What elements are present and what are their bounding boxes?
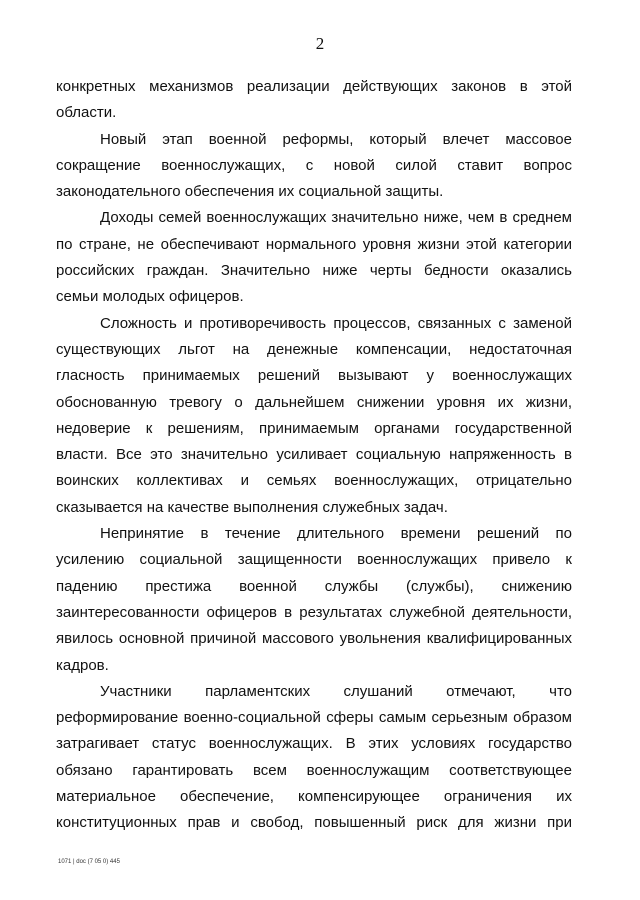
text-line: конституционных прав и свобод, повышенный риск для жизни при (56, 814, 572, 832)
paragraph-4 (56, 311, 572, 521)
text-line: кадров. (56, 656, 109, 674)
paragraph-3 (56, 205, 572, 310)
text-line: существующих льгот на денежные компенсации, недостаточная (56, 340, 572, 358)
text-line: недоверие к решениям, принимаемым органами государственной (56, 419, 572, 437)
text-line: гласность принимаемых решений вызывают у военнослужащих (56, 367, 572, 385)
text-line: заинтересованности офицеров в результатах служебной деятельности, (56, 603, 572, 621)
paragraph-5 (56, 521, 572, 679)
document-footer-code: 1071 | doc (7 05 0) 445 (58, 859, 120, 865)
text-line: материальное обеспечение, компенсирующее ограничения их (56, 788, 572, 806)
text-line: явилось основной причиной массового увольнения квалифицированных (56, 630, 572, 648)
text-line: Новый этап военной реформы, который влечет массовое (100, 130, 572, 148)
text-line: сказывается на качестве выполнения служебных задач. (56, 498, 448, 516)
text-line: реформирование военно-социальной сферы самым серьезным образом (56, 709, 572, 727)
text-line: затрагивает статус военнослужащих. В этих условиях государство (56, 735, 572, 753)
text-line: Доходы семей военнослужащих значительно ниже, чем в среднем (100, 209, 572, 227)
text-line: воинских коллективах и семьях военнослужащих, отрицательно (56, 472, 572, 490)
text-line: усилению социальной защищенности военнослужащих привело к (56, 551, 572, 569)
paragraph-2 (56, 127, 572, 206)
text-line: Непринятие в течение длительного времени решений по (100, 525, 572, 543)
paragraph-1 (56, 74, 572, 127)
text-line: обязано гарантировать всем военнослужащим соответствующее (56, 761, 572, 779)
text-line: Сложность и противоречивость процессов, связанных с заменой (100, 314, 572, 332)
document-body (56, 74, 572, 837)
text-line: по стране, не обеспечивают нормального уровня жизни этой категории (56, 235, 572, 253)
paragraph-6 (56, 679, 572, 837)
text-line: обоснованную тревогу о дальнейшем снижении уровня их жизни, (56, 393, 572, 411)
text-line: власти. Все это значительно усиливает социальную напряженность в (56, 446, 572, 464)
text-line: падению престижа военной службы (службы), снижению (56, 577, 572, 595)
text-line: семьи молодых офицеров. (56, 288, 244, 306)
text-line: российских граждан. Значительно ниже черты бедности оказались (56, 262, 572, 280)
text-line: Участники парламентских слушаний отмечают, что (100, 682, 572, 700)
text-line: законодательного обеспечения их социальной защиты. (56, 183, 444, 201)
text-line: сокращение военнослужащих, с новой силой ставит вопрос (56, 156, 572, 174)
page-number: 2 (315, 34, 325, 53)
text-line: конкретных механизмов реализации действующих законов в этой (56, 78, 572, 95)
text-line: области. (56, 104, 117, 122)
